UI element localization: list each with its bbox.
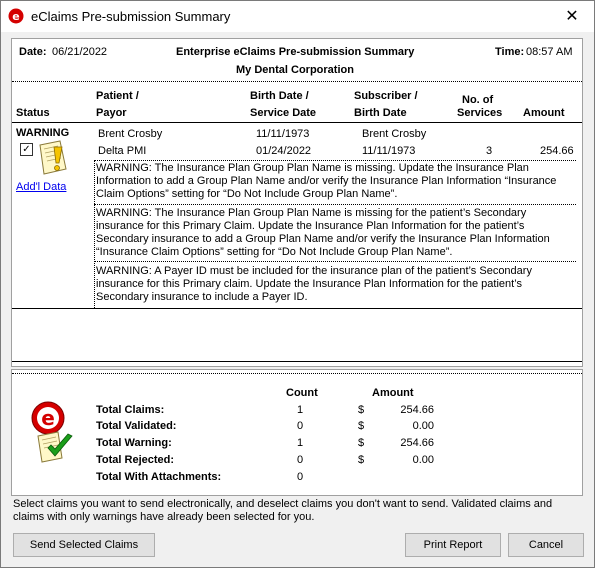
col-payor: Payor [96, 107, 127, 119]
totals-top-divider [12, 373, 582, 374]
warning-message-2: WARNING: The Insurance Plan Group Plan Name is missing for the patient’s Secondary insurance for this Primary Claim. Update the Insurance Plan Information for the patient’s Secondary insurance to add a Group Plan Name and/or verify the Insurance Plan Information “Insurance Claim Options” setting for “Do Not Include Group Plan Name”. [96, 207, 550, 258]
date-value: 06/21/2022 [52, 46, 108, 58]
claim-birth-date: 11/11/1973 [256, 128, 310, 140]
total-warning-amount: 254.66 [400, 437, 434, 449]
total-warning-currency: $ [358, 437, 365, 449]
time-value: 08:57 AM [526, 46, 573, 58]
total-validated-currency: $ [358, 420, 365, 432]
total-validated-count: 0 [297, 420, 304, 432]
claim-select-checkbox[interactable]: ✓ [20, 143, 33, 156]
warning-message-1: WARNING: The Insurance Plan Group Plan Name is missing. Update the Insurance Plan Information to add a Group Plan Name and/or verify the Insurance Plan Information “Insurance Claim Options” setting for “Do Not Include Group Plan Name”. [96, 162, 557, 200]
total-claims-label: Total Claims: [96, 404, 165, 416]
claims-end-divider [12, 308, 582, 309]
claims-report-panel [11, 38, 583, 367]
time-label: Time: [495, 46, 525, 58]
date-label: Date: [19, 46, 47, 58]
svg-text:e: e [41, 406, 55, 430]
total-rejected-currency: $ [358, 454, 365, 466]
cancel-button[interactable]: Cancel [508, 533, 584, 557]
validated-check-icon [36, 430, 76, 464]
window-title: eClaims Pre-submission Summary [31, 9, 231, 24]
total-warning-count: 1 [297, 437, 304, 449]
total-validated-amount: 0.00 [412, 420, 434, 432]
warning-divider-1 [94, 204, 576, 205]
header-divider [12, 81, 582, 82]
col-service-date: Service Date [250, 107, 317, 119]
report-end-divider [12, 361, 582, 362]
claim-subscriber-birth: 11/11/1973 [362, 145, 416, 157]
totals-amount-header: Amount [372, 387, 414, 399]
col-no-of: No. of [462, 94, 494, 106]
totals-count-header: Count [286, 387, 318, 399]
claim-subscriber: Brent Crosby [362, 128, 427, 140]
total-rejected-count: 0 [297, 454, 304, 466]
total-claims-currency: $ [358, 404, 365, 416]
instructions-text: Select claims you want to send electronically, and deselect claims you don't want to send. Validated claims and claims with only warnings have already been selected for you. [13, 498, 553, 523]
col-status: Status [16, 107, 50, 119]
col-amount: Amount [523, 107, 565, 119]
report-heading: Enterprise eClaims Pre-submission Summary [176, 46, 415, 58]
send-selected-claims-button[interactable]: Send Selected Claims [13, 533, 155, 557]
total-warning-label: Total Warning: [96, 437, 172, 449]
row-divider [94, 160, 576, 161]
total-attachments-count: 0 [297, 471, 304, 483]
warning-message-3: WARNING: A Payer ID must be included for the insurance plan of the patient’s Secondary insurance for this Primary claim. Update the Insurance Plan Information for the patient’s Secondary insurance to include a Payer ID. [96, 265, 532, 303]
claim-status: WARNING [16, 127, 70, 139]
print-report-button[interactable]: Print Report [405, 533, 501, 557]
col-subscriber-birth: Birth Date [354, 107, 407, 119]
total-rejected-label: Total Rejected: [96, 454, 175, 466]
total-rejected-amount: 0.00 [412, 454, 434, 466]
claim-amount: 254.66 [540, 145, 574, 157]
col-services: Services [457, 107, 503, 119]
column-header-divider [12, 122, 582, 123]
total-claims-amount: 254.66 [400, 404, 434, 416]
close-icon[interactable]: ✕ [565, 8, 579, 25]
company-name: My Dental Corporation [236, 64, 354, 76]
warning-divider-2 [94, 261, 576, 262]
addl-data-link[interactable]: Add'l Data [16, 181, 67, 193]
warning-column-divider [94, 160, 95, 308]
total-attachments-label: Total With Attachments: [96, 471, 222, 483]
warning-note-icon [36, 139, 72, 177]
title-bar [1, 1, 594, 32]
claim-service-date: 01/24/2022 [256, 145, 312, 157]
totals-panel [11, 369, 583, 496]
total-validated-label: Total Validated: [96, 420, 177, 432]
col-birth-date: Birth Date / [250, 90, 309, 102]
col-subscriber: Subscriber / [354, 90, 418, 102]
eclaims-app-icon [8, 8, 24, 24]
claim-patient: Brent Crosby [98, 128, 163, 140]
svg-text:e: e [12, 10, 20, 23]
claim-services-count: 3 [486, 145, 493, 157]
col-patient: Patient / [96, 90, 139, 102]
claim-payor: Delta PMI [98, 145, 147, 157]
total-claims-count: 1 [297, 404, 304, 416]
